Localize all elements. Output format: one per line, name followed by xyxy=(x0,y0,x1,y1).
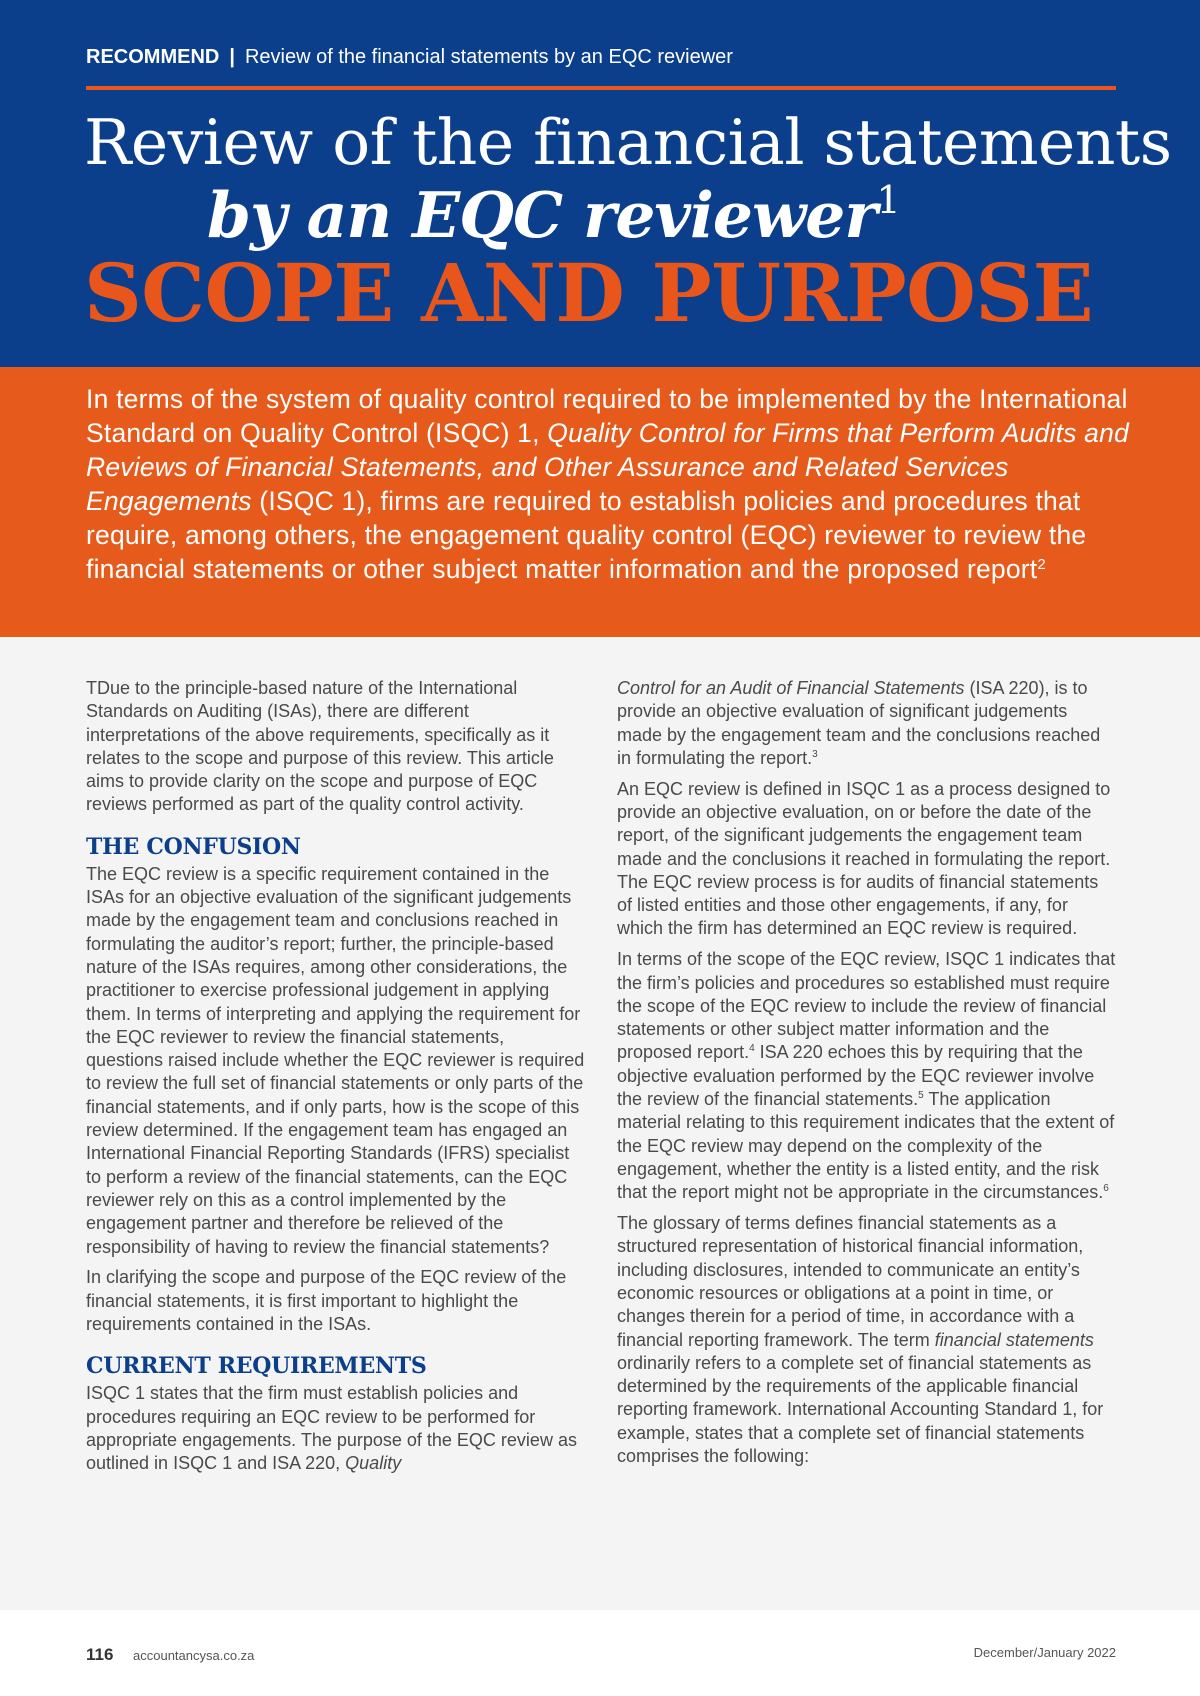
title-line-2-text: by an EQC reviewer xyxy=(207,178,877,252)
left-paragraph-4-text: ISQC 1 states that the firm must establish policies and procedures requiring an EQC review to be performed for appropriate engagements. The purpose of the EQC review as outlined in ISQC 1 and ISA 220, xyxy=(86,1383,577,1474)
right-paragraph-2: An EQC review is defined in ISQC 1 as a process designed to provide an objective evaluation, on or before the date of the report, of the significant judgements the engagement team made and the conclusions it reached in formulating the report. The EQC review process is for audits of financial statements of listed entities and those other engagements, if any, for which the firm has determined an EQC review is required. xyxy=(617,778,1111,939)
left-paragraph-3: In clarifying the scope and purpose of the EQC review of the financial statements, it is first important to highlight the requirements contained in the ISAs. xyxy=(86,1267,567,1334)
left-paragraph-2: The EQC review is a specific requirement contained in the ISAs for an objective evaluation of the significant judgements made by the engagement team and conclusions reached in formulating the auditor’s report; further, the principle-based nature of the ISAs requires, among other considerations, the practitioner to exercise professional judgement in applying them. In terms of interpreting and applying the requirement for the EQC reviewer to review the financial statements, questions raised include whether the EQC reviewer is required to review the full set of financial statements or only parts of the financial statements, and if only parts, how is the scope of this review determined. If the engagement team has engaged an International Financial Reporting Standards (IFRS) specialist to perform a review of the financial statements, can the EQC reviewer rely on this as a control implemented by the engagement partner and therefore be relieved of the responsibility of having to review the financial statements? xyxy=(86,863,585,1257)
page-footer xyxy=(0,1610,1200,1696)
left-paragraph-1: TDue to the principle-based nature of the International Standards on Auditing (ISAs), there are different interpretations of the above requirements, specifically as it relates to the scope and purpose of this review. This article aims to provide clarity on the scope and purpose of EQC reviews performed as part of the quality control activity. xyxy=(86,678,554,815)
orange-rule xyxy=(86,86,1116,90)
right-paragraph-1 xyxy=(617,677,1117,770)
issue-date: December/January 2022 xyxy=(973,1645,1116,1660)
page-number: 116 xyxy=(86,1645,114,1664)
right-paragraph-3-text-c: The application material relating to this requirement indicates that the extent of the EQC review may depend on the complexity of the engagement, whether the entity is a listed entity, and the risk that the report might not be appropriate in the circumstances. xyxy=(617,1089,1115,1203)
section-label: RECOMMEND xyxy=(86,46,220,68)
left-paragraph-4 xyxy=(86,1382,586,1475)
kicker-separator: | xyxy=(229,46,235,68)
right-paragraph-4 xyxy=(617,1212,1117,1468)
section-kicker xyxy=(86,46,733,69)
website-link[interactable]: accountancysa.co.za xyxy=(133,1648,255,1663)
intro-paragraph xyxy=(86,382,1146,586)
right-paragraph-3 xyxy=(617,948,1117,1204)
footnote-ref-5: 5 xyxy=(918,1090,924,1102)
left-paragraph-4-italic: Quality xyxy=(345,1453,402,1474)
title-line-3: SCOPE AND PURPOSE xyxy=(84,246,1094,340)
intro-standard-title: Quality Control for Firms that Perform Audits and Reviews of Financial Statements, and Other Assurance and Related Services Engagements xyxy=(86,418,1129,516)
heading-the-confusion: THE CONFUSION xyxy=(86,833,301,860)
left-column xyxy=(86,677,586,1483)
intro-footnote-ref: 2 xyxy=(1037,556,1046,573)
right-paragraph-1-italic: Control for an Audit of Financial Statements xyxy=(617,678,965,698)
right-paragraph-3-text-a: In terms of the scope of the EQC review, ISQC 1 indicates that the firm’s policies and procedures so established must require the scope of the EQC review to include the review of financial statements or other subject matter information and the proposed report. xyxy=(617,949,1116,1063)
title-line-2 xyxy=(207,178,900,252)
intro-text-a: In terms of the system of quality control required to be implemented by the International Standard on Quality Control (ISQC) 1, xyxy=(86,384,1128,448)
right-paragraph-4-text-a: The glossary of terms defines financial statements as a structured representation of historical financial information, including disclosures, intended to communicate an entity’s economic resources or obligations at a point in time, or changes therein for a period of time, in accordance with a financial reporting framework. The term xyxy=(617,1213,1084,1350)
intro-panel xyxy=(0,367,1200,637)
footnote-ref-3: 3 xyxy=(812,748,818,760)
right-paragraph-4-italic: financial statements xyxy=(934,1329,1094,1350)
kicker-text: Review of the financial statements by an EQC reviewer xyxy=(244,46,733,68)
footnote-ref-4: 4 xyxy=(749,1043,755,1055)
heading-current-requirements: CURRENT REQUIREMENTS xyxy=(86,1353,427,1380)
right-paragraph-4-text-b: ordinarily refers to a complete set of financial statements as determined by the requirements of the applicable financial reporting framework. International Accounting Standard 1, for example, states that a complete set of financial statements comprises the following: xyxy=(617,1352,1104,1466)
title-footnote-ref: 1 xyxy=(876,178,900,222)
title-line-1: Review of the financial statements xyxy=(84,106,1172,179)
right-paragraph-1-text: (ISA 220), is to provide an objective evaluation of significant judgements made by the engagement team and the conclusions reached in formulating the report. xyxy=(617,678,1101,768)
right-paragraph-3-text-b: ISA 220 echoes this by requiring that the objective evaluation performed by the EQC reviewer involve the review of the financial statements. xyxy=(617,1042,1095,1110)
right-column xyxy=(617,677,1117,1476)
intro-text-b: (ISQC 1), firms are required to establish policies and procedures that require, among others, the engagement quality control (EQC) reviewer to review the financial statements or other subject matter information and the proposed report xyxy=(86,486,1087,584)
footnote-ref-6: 6 xyxy=(1103,1183,1109,1195)
title-banner xyxy=(0,0,1200,367)
